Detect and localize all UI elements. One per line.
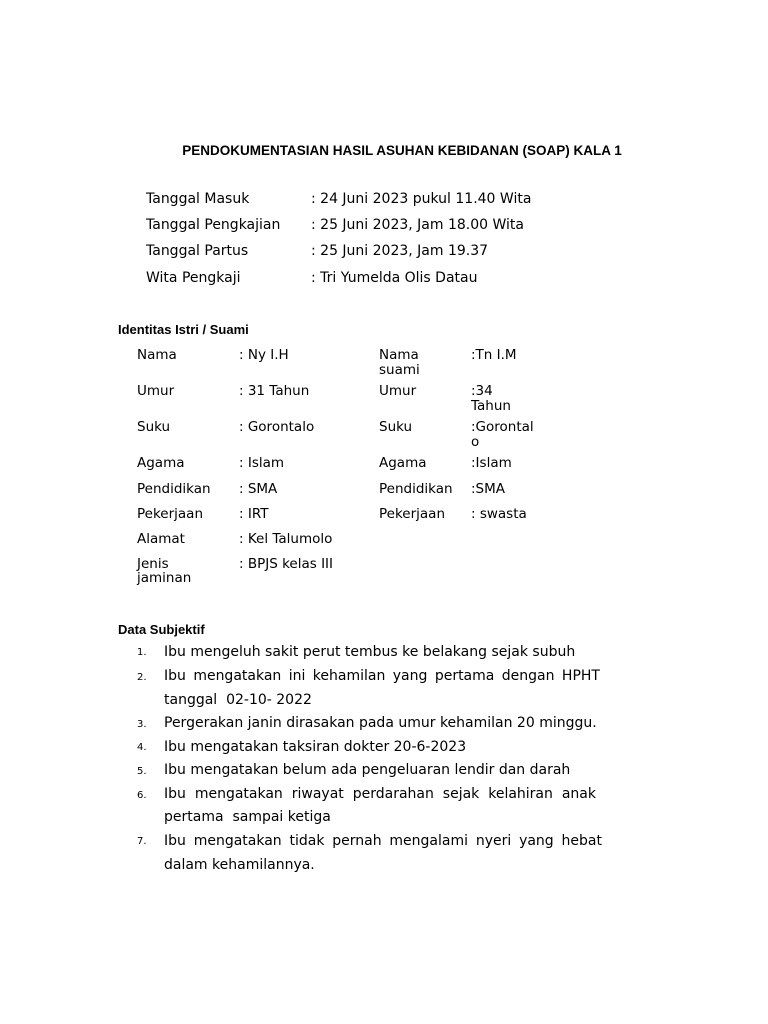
istri-value-nama: : Ny I.H	[239, 347, 289, 363]
istri-label-suku: Suku	[137, 419, 171, 435]
word: nyeri	[475, 833, 512, 849]
istri-value-suku: : Gorontalo	[239, 419, 315, 435]
word: Ibu	[164, 786, 186, 802]
document-title: PENDOKUMENTASIAN HASIL ASUHAN KEBIDANAN (SOAP) KALA 1	[182, 143, 622, 158]
word: dengan	[501, 668, 555, 684]
meta-value-tanggal-partus: : 25 Juni 2023, Jam 19.37	[311, 243, 489, 259]
meta-label-tanggal-pengkajian: Tanggal Pengkajian	[146, 217, 281, 233]
list-item-line2: dalam kehamilannya.	[164, 857, 315, 873]
suami-label-pekerjaan: Pekerjaan	[379, 506, 446, 522]
istri-label-alamat: Alamat	[137, 531, 185, 547]
istri-label-umur: Umur	[137, 383, 175, 399]
suami-label-pendidikan: Pendidikan	[379, 481, 453, 497]
suami-value-suku-line1: :Gorontal	[471, 419, 534, 435]
suami-value-umur-line2: Tahun	[471, 398, 511, 414]
suami-label-umur: Umur	[379, 383, 417, 399]
suami-value-pekerjaan: : swasta	[471, 506, 527, 522]
meta-value-tanggal-pengkajian: : 25 Juni 2023, Jam 18.00 Wita	[311, 217, 524, 233]
word: Ibu	[164, 833, 186, 849]
list-item-line2: pertama sampai ketiga	[164, 809, 331, 825]
suami-label-agama: Agama	[379, 455, 427, 471]
list-item: Pergerakan janin dirasakan pada umur kehamilan 20 minggu.	[164, 715, 597, 731]
word: tidak	[289, 833, 325, 849]
istri-value-pekerjaan: : IRT	[239, 506, 269, 522]
list-item-number: 1.	[137, 647, 147, 658]
suami-label-nama-line2: suami	[379, 362, 420, 378]
word: yang	[519, 833, 554, 849]
suami-value-agama: :Islam	[471, 455, 512, 471]
istri-value-agama: : Islam	[239, 455, 285, 471]
list-item-number: 5.	[137, 766, 147, 777]
list-item-line1	[164, 833, 602, 849]
list-item-number: 2.	[137, 672, 147, 683]
list-item-number: 4.	[137, 742, 147, 753]
list-item-number: 3.	[137, 719, 147, 730]
subjektif-heading: Data Subjektif	[118, 622, 205, 637]
istri-label-pendidikan: Pendidikan	[137, 481, 211, 497]
word: Ibu	[164, 668, 186, 684]
word: anak	[561, 786, 596, 802]
istri-value-jenis-jaminan: : BPJS kelas III	[239, 556, 334, 572]
istri-label-nama: Nama	[137, 347, 177, 363]
suami-value-umur-line1: :34	[471, 383, 493, 399]
meta-label-pengkaji: Wita Pengkaji	[146, 270, 241, 286]
word: mengatakan	[193, 668, 282, 684]
meta-label-tanggal-partus: Tanggal Partus	[146, 243, 249, 259]
word: kelahiran	[488, 786, 553, 802]
word: perdarahan	[352, 786, 434, 802]
list-item: Ibu mengatakan belum ada pengeluaran lendir dan darah	[164, 762, 571, 778]
istri-label-jenis-jaminan-line2: jaminan	[137, 570, 192, 586]
list-item-line1	[164, 668, 600, 684]
list-item: Ibu mengeluh sakit perut tembus ke belakang sejak subuh	[164, 644, 576, 660]
suami-value-nama: :Tn I.M	[471, 347, 517, 363]
identitas-heading: Identitas Istri / Suami	[118, 322, 249, 337]
istri-value-alamat: : Kel Talumolo	[239, 531, 333, 547]
istri-label-agama: Agama	[137, 455, 185, 471]
word: riwayat	[291, 786, 344, 802]
word: HPHT	[561, 668, 600, 684]
word: pertama	[434, 668, 495, 684]
list-item-number: 7.	[137, 836, 147, 847]
suami-label-nama-line1: Nama	[379, 347, 419, 363]
list-item: Ibu mengatakan taksiran dokter 20-6-2023	[164, 739, 467, 755]
word: mengalami	[389, 833, 469, 849]
word: ini	[288, 668, 306, 684]
meta-value-pengkaji: : Tri Yumelda Olis Datau	[311, 270, 478, 286]
meta-label-tanggal-masuk: Tanggal Masuk	[146, 191, 250, 207]
word: mengatakan	[194, 786, 283, 802]
list-item-line2: tanggal 02-10- 2022	[164, 692, 312, 708]
word: yang	[392, 668, 428, 684]
list-item-line1	[164, 786, 596, 802]
istri-value-pendidikan: : SMA	[239, 481, 278, 497]
suami-label-suku: Suku	[379, 419, 413, 435]
word: kehamilan	[312, 668, 386, 684]
istri-label-pekerjaan: Pekerjaan	[137, 506, 204, 522]
istri-label-jenis-jaminan-line1: Jenis	[137, 556, 169, 572]
suami-value-pendidikan: :SMA	[471, 481, 506, 497]
word: sejak	[442, 786, 480, 802]
istri-value-umur: : 31 Tahun	[239, 383, 310, 399]
meta-value-tanggal-masuk: : 24 Juni 2023 pukul 11.40 Wita	[311, 191, 532, 207]
word: pernah	[332, 833, 382, 849]
list-item-number: 6.	[137, 790, 147, 801]
word: mengatakan	[193, 833, 282, 849]
suami-value-suku-line2: o	[471, 434, 480, 450]
word: hebat	[561, 833, 602, 849]
